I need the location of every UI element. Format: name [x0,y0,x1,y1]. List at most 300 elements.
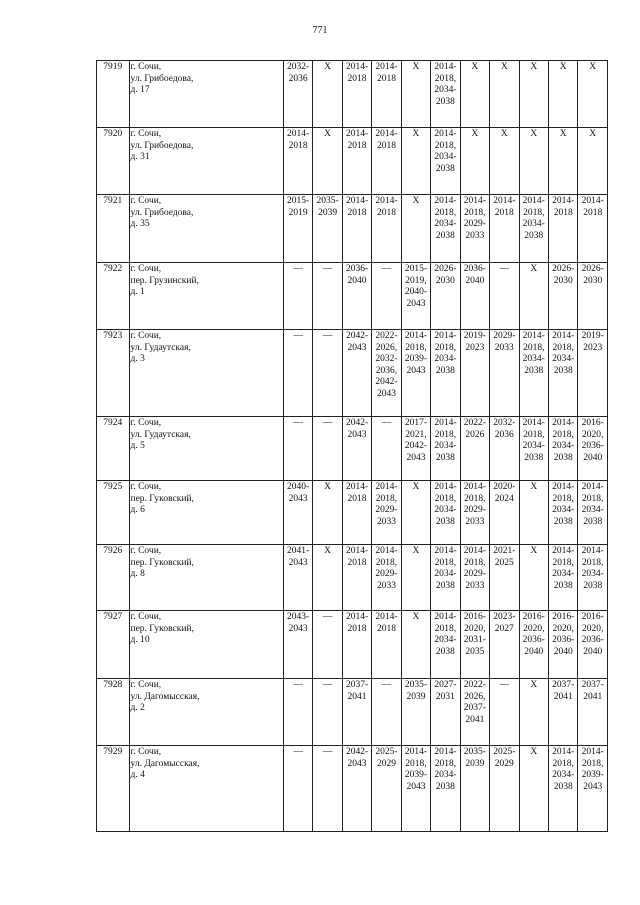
table-row [97,330,608,417]
period-line: 2018, [582,493,604,504]
period-line: 2019, [405,275,427,286]
address-line: г. Сочи, [130,747,162,757]
period-line: 2036, [375,365,398,376]
period-line: 2018, [523,207,545,218]
period-cell [372,61,401,128]
period-line: 2038 [435,781,455,792]
period-line: — [322,264,333,274]
period-line: 2014- [552,546,575,556]
period-line: 2021- [493,546,516,556]
period-cell [313,481,342,545]
period-cell [372,330,401,417]
address-line: д. 8 [130,569,145,579]
period-cell [519,61,548,128]
period-line: 2025 [494,557,514,568]
period-cell [431,61,460,128]
period-cell [578,128,608,195]
period-line: 2034- [434,219,457,229]
period-line: 2018, [434,342,457,353]
period-cell [401,679,430,746]
address-line: пер. Гуковский, [130,493,194,504]
period-cell [578,195,608,263]
period-cell [519,417,548,481]
period-line: — [322,747,333,757]
period-line: — [381,264,392,274]
address-cell [129,481,283,545]
period-line: 2038 [553,580,573,591]
address-line: г. Сочи, [130,331,162,341]
address-line: д. 10 [130,635,150,645]
period-line: X [412,482,420,492]
period-line: — [322,612,333,622]
period-line: 2035- [316,196,339,206]
period-cell [283,417,312,481]
period-line: 2014- [552,331,575,341]
period-cell [519,545,548,611]
address-line: д. 4 [130,770,145,780]
address-line: д. 35 [130,219,150,229]
period-line: 2020, [464,623,486,634]
period-cell [283,679,312,746]
address-cell [129,611,283,679]
period-line: — [293,264,303,274]
period-line: 2043- [287,612,310,622]
period-line: 2016- [463,612,486,622]
period-line: 2018, [523,342,545,353]
period-cell [548,417,577,481]
period-cell [519,263,548,330]
period-cell [401,545,430,611]
period-line: 2017- [404,418,428,428]
period-line: — [293,747,303,757]
period-cell [460,417,489,481]
period-line: 2014- [552,747,575,757]
period-line: — [293,331,303,341]
period-line: 2018 [553,207,573,218]
row-number: 7921 [97,195,130,263]
table-row [97,61,608,128]
period-line: 2014- [375,546,398,556]
address-cell [129,330,283,417]
period-cell [372,263,401,330]
period-line: 2018, [552,557,574,568]
period-cell [401,330,430,417]
period-line: 2014- [463,482,486,492]
period-cell [519,746,548,832]
period-line: 2036- [463,264,486,274]
address-line: г. Сочи, [130,482,162,492]
period-line: 2014- [404,747,428,757]
period-line: 2029- [493,331,516,341]
period-cell [519,195,548,263]
period-cell [490,61,519,128]
period-line: 2023 [465,342,485,353]
period-cell [372,746,401,832]
table-row [97,611,608,679]
period-line: 2034- [434,635,457,645]
period-line: 2041 [553,691,573,702]
period-line: 2029- [375,569,398,579]
period-line: 2040 [524,646,544,657]
period-line: 2036- [522,635,545,645]
period-line: 2025- [493,747,516,757]
address-cell [129,128,283,195]
period-cell [342,61,371,128]
period-line: 2014- [434,482,457,492]
address-line: ул. Грибоедова, [130,140,194,151]
period-line: 2034- [434,569,457,579]
period-cell [283,611,312,679]
period-line: 2034- [581,569,604,579]
period-line: X [471,129,479,139]
period-line: 2018 [494,207,514,218]
period-line: 2043 [288,557,308,568]
row-number: 7923 [97,330,130,417]
period-line: 2022- [463,418,486,428]
period-line: 2033 [465,230,485,241]
address-line: пер. Грузинский, [130,275,199,286]
period-line: 2038 [435,580,455,591]
period-cell [431,195,460,263]
period-line: 2034- [552,770,575,780]
period-line: 2040- [287,482,310,492]
period-line: 2038 [435,646,455,657]
period-line: 2026- [581,264,604,274]
period-line: 2014- [581,482,604,492]
address-line: д. 31 [130,152,150,162]
table-row [97,545,608,611]
address-line: г. Сочи, [130,680,162,690]
period-line: 2018 [288,140,308,151]
period-line: 2029- [375,505,398,515]
period-line: X [530,680,538,690]
period-line: 2040 [553,646,573,657]
period-line: 2038 [553,516,573,527]
period-cell [578,330,608,417]
period-line: 2014- [522,331,545,341]
row-number: 7927 [97,611,130,679]
table-row [97,417,608,481]
period-line: 2034- [434,85,457,95]
period-line: 2014- [434,62,457,72]
period-cell [372,611,401,679]
period-line: 2018, [523,429,545,440]
period-line: 2043 [406,365,426,376]
period-line: 2018 [347,493,367,504]
address-line: г. Сочи, [130,196,162,206]
period-cell [460,679,489,746]
period-cell [342,263,371,330]
period-cell [548,195,577,263]
period-line: 2018, [434,140,457,151]
period-cell [548,611,577,679]
period-cell [283,330,312,417]
address-line: пер. Гуковский, [130,557,194,568]
period-cell [283,746,312,832]
address-line: д. 3 [130,354,145,364]
period-line: 2036 [494,429,514,440]
period-line: X [530,264,538,274]
period-cell [578,611,608,679]
period-line: X [530,546,538,556]
period-cell [313,417,342,481]
page-number: 771 [312,25,328,36]
period-cell [519,128,548,195]
period-cell [401,263,430,330]
period-line: 2018, [375,493,398,504]
period-line: 2038 [583,580,603,591]
period-line: 2043 [406,452,426,463]
period-line: 2018, [582,557,604,568]
period-cell [342,195,371,263]
period-line: — [381,680,392,690]
period-line: 2020, [552,623,574,634]
period-line: 2014- [463,546,486,556]
period-line: 2043 [347,758,367,769]
address-line: г. Сочи, [130,129,162,139]
period-line: 2014- [345,482,369,492]
period-line: 2029- [463,505,486,515]
address-line: ул. Дагомысская, [130,758,200,769]
period-line: 2016- [581,418,604,428]
period-line: 2016- [581,612,604,622]
period-line: 2038 [553,452,573,463]
address-line: д. 6 [130,505,145,515]
period-cell [548,330,577,417]
address-line: ул. Грибоедова, [130,73,194,84]
period-line: 2043 [288,623,308,634]
period-line: 2018, [434,758,457,769]
period-cell [401,195,430,263]
period-line: 2014- [375,129,398,139]
period-line: 2038 [524,452,544,463]
period-cell [490,746,519,832]
period-cell [548,481,577,545]
period-cell [283,128,312,195]
period-line: 2023- [493,612,516,622]
period-line: 2018, [405,342,427,353]
period-line: 2043 [347,342,367,353]
table-row [97,263,608,330]
period-line: 2014- [375,196,398,206]
period-line: 2040 [347,275,367,286]
period-line: 2040- [404,287,428,297]
address-cell [129,746,283,832]
period-cell [372,417,401,481]
period-cell [283,481,312,545]
address-line: г. Сочи, [130,264,162,274]
period-cell [548,128,577,195]
period-line: 2034- [522,441,545,451]
period-line: — [322,331,333,341]
address-line: ул. Грибоедова, [130,207,194,218]
period-cell [519,481,548,545]
period-line: 2026- [434,264,457,274]
period-line: 2018, [552,758,574,769]
period-cell [401,481,430,545]
period-line: 2018 [347,73,367,84]
period-cell [431,611,460,679]
table-row [97,195,608,263]
period-line: 2020, [582,429,604,440]
period-line: 2030 [553,275,573,286]
period-line: 2035 [465,646,485,657]
period-line: 2014- [345,612,369,622]
period-line: 2020, [582,623,604,634]
period-line: 2014- [434,196,457,206]
period-line: 2030 [435,275,455,286]
period-cell [283,195,312,263]
period-line: X [412,612,420,622]
period-line: 2034- [552,569,575,579]
period-line: 2042- [375,377,398,387]
address-line: ул. Гудаутская, [130,342,191,353]
period-cell [313,61,342,128]
period-cell [460,61,489,128]
address-cell [129,195,283,263]
period-line: 2034- [522,219,545,229]
period-cell [519,611,548,679]
period-line: 2038 [435,163,455,174]
period-line: 2031- [463,635,486,645]
period-line: 2037- [345,680,369,690]
period-line: 2038 [553,781,573,792]
period-cell [283,545,312,611]
address-cell [129,545,283,611]
period-cell [548,263,577,330]
period-cell [431,417,460,481]
period-line: 2042- [345,747,369,757]
period-cell [431,128,460,195]
period-line: 2034- [434,152,457,162]
address-line: д. 1 [130,287,145,297]
period-cell [342,128,371,195]
period-line: 2036- [552,635,575,645]
period-line: 2022- [375,331,398,341]
period-line: 2036- [345,264,369,274]
period-line: 2038 [435,365,455,376]
period-line: 2019- [463,331,486,341]
period-cell [490,263,519,330]
row-number: 7920 [97,128,130,195]
period-line: 2018 [376,73,396,84]
period-line: 2040 [465,275,485,286]
period-line: 2029- [463,569,486,579]
period-cell [283,61,312,128]
period-line: 2018, [434,207,457,218]
period-line: 2014- [434,612,457,622]
period-line: — [322,680,333,690]
period-line: 2014- [434,747,457,757]
period-line: — [381,418,392,428]
period-cell [548,61,577,128]
table-row [97,746,608,832]
period-line: — [293,418,303,428]
period-line: 2018, [582,758,604,769]
period-cell [372,481,401,545]
period-cell [313,679,342,746]
period-cell [578,263,608,330]
period-line: 2034- [434,770,457,780]
period-line: 2041 [347,691,367,702]
period-line: 2033 [376,516,396,527]
period-line: 2030 [583,275,603,286]
period-cell [372,545,401,611]
period-line: 2026 [465,429,485,440]
period-line: 2014- [404,331,428,341]
address-line: пер. Гуковский, [130,623,194,634]
period-line: 2018, [405,758,427,769]
period-line: X [412,196,420,206]
row-number: 7925 [97,481,130,545]
period-line: 2039 [318,207,338,218]
period-cell [578,545,608,611]
period-cell [401,746,430,832]
period-line: 2036 [288,73,308,84]
period-line: 2035- [404,680,428,690]
period-cell [548,679,577,746]
period-line: 2034- [434,354,457,364]
period-line: 2019 [288,207,308,218]
table-row [97,679,608,746]
period-cell [578,481,608,545]
period-line: 2036- [581,441,604,451]
period-line: 2024 [494,493,514,504]
period-line: 2034- [552,354,575,364]
period-line: 2022- [463,680,486,690]
period-line: — [293,680,303,690]
period-line: 2020- [493,482,516,492]
period-line: 2018 [376,207,396,218]
period-line: 2026, [375,342,398,353]
period-line: 2018, [464,207,486,218]
period-line: 2026, [464,691,486,702]
period-cell [372,195,401,263]
period-line: 2018 [347,557,367,568]
period-cell [490,195,519,263]
address-line: д. 17 [130,85,150,95]
period-cell [372,128,401,195]
period-line: 2043 [347,429,367,440]
period-line: 2026- [552,264,575,274]
period-line: 2029 [494,758,514,769]
period-line: 2042- [345,418,369,428]
period-line: 2018, [434,557,457,568]
period-line: 2014- [552,482,575,492]
period-cell [313,330,342,417]
period-line: 2018 [347,623,367,634]
period-cell [490,481,519,545]
period-line: 2014- [493,196,516,206]
period-cell [401,128,430,195]
period-line: 2018, [464,557,486,568]
period-cell [313,195,342,263]
period-line: X [559,129,567,139]
period-cell [460,611,489,679]
period-line: 2042- [345,331,369,341]
address-cell [129,679,283,746]
period-line: 2034- [552,441,575,451]
period-line: 2018, [552,493,574,504]
period-line: 2014- [581,196,604,206]
period-line: 2043 [406,781,426,792]
period-line: 2014- [434,129,457,139]
period-line: 2042- [404,441,428,451]
period-line: 2014- [345,196,369,206]
period-cell [401,417,430,481]
period-line: 2014- [375,612,398,622]
period-line: X [530,129,538,139]
